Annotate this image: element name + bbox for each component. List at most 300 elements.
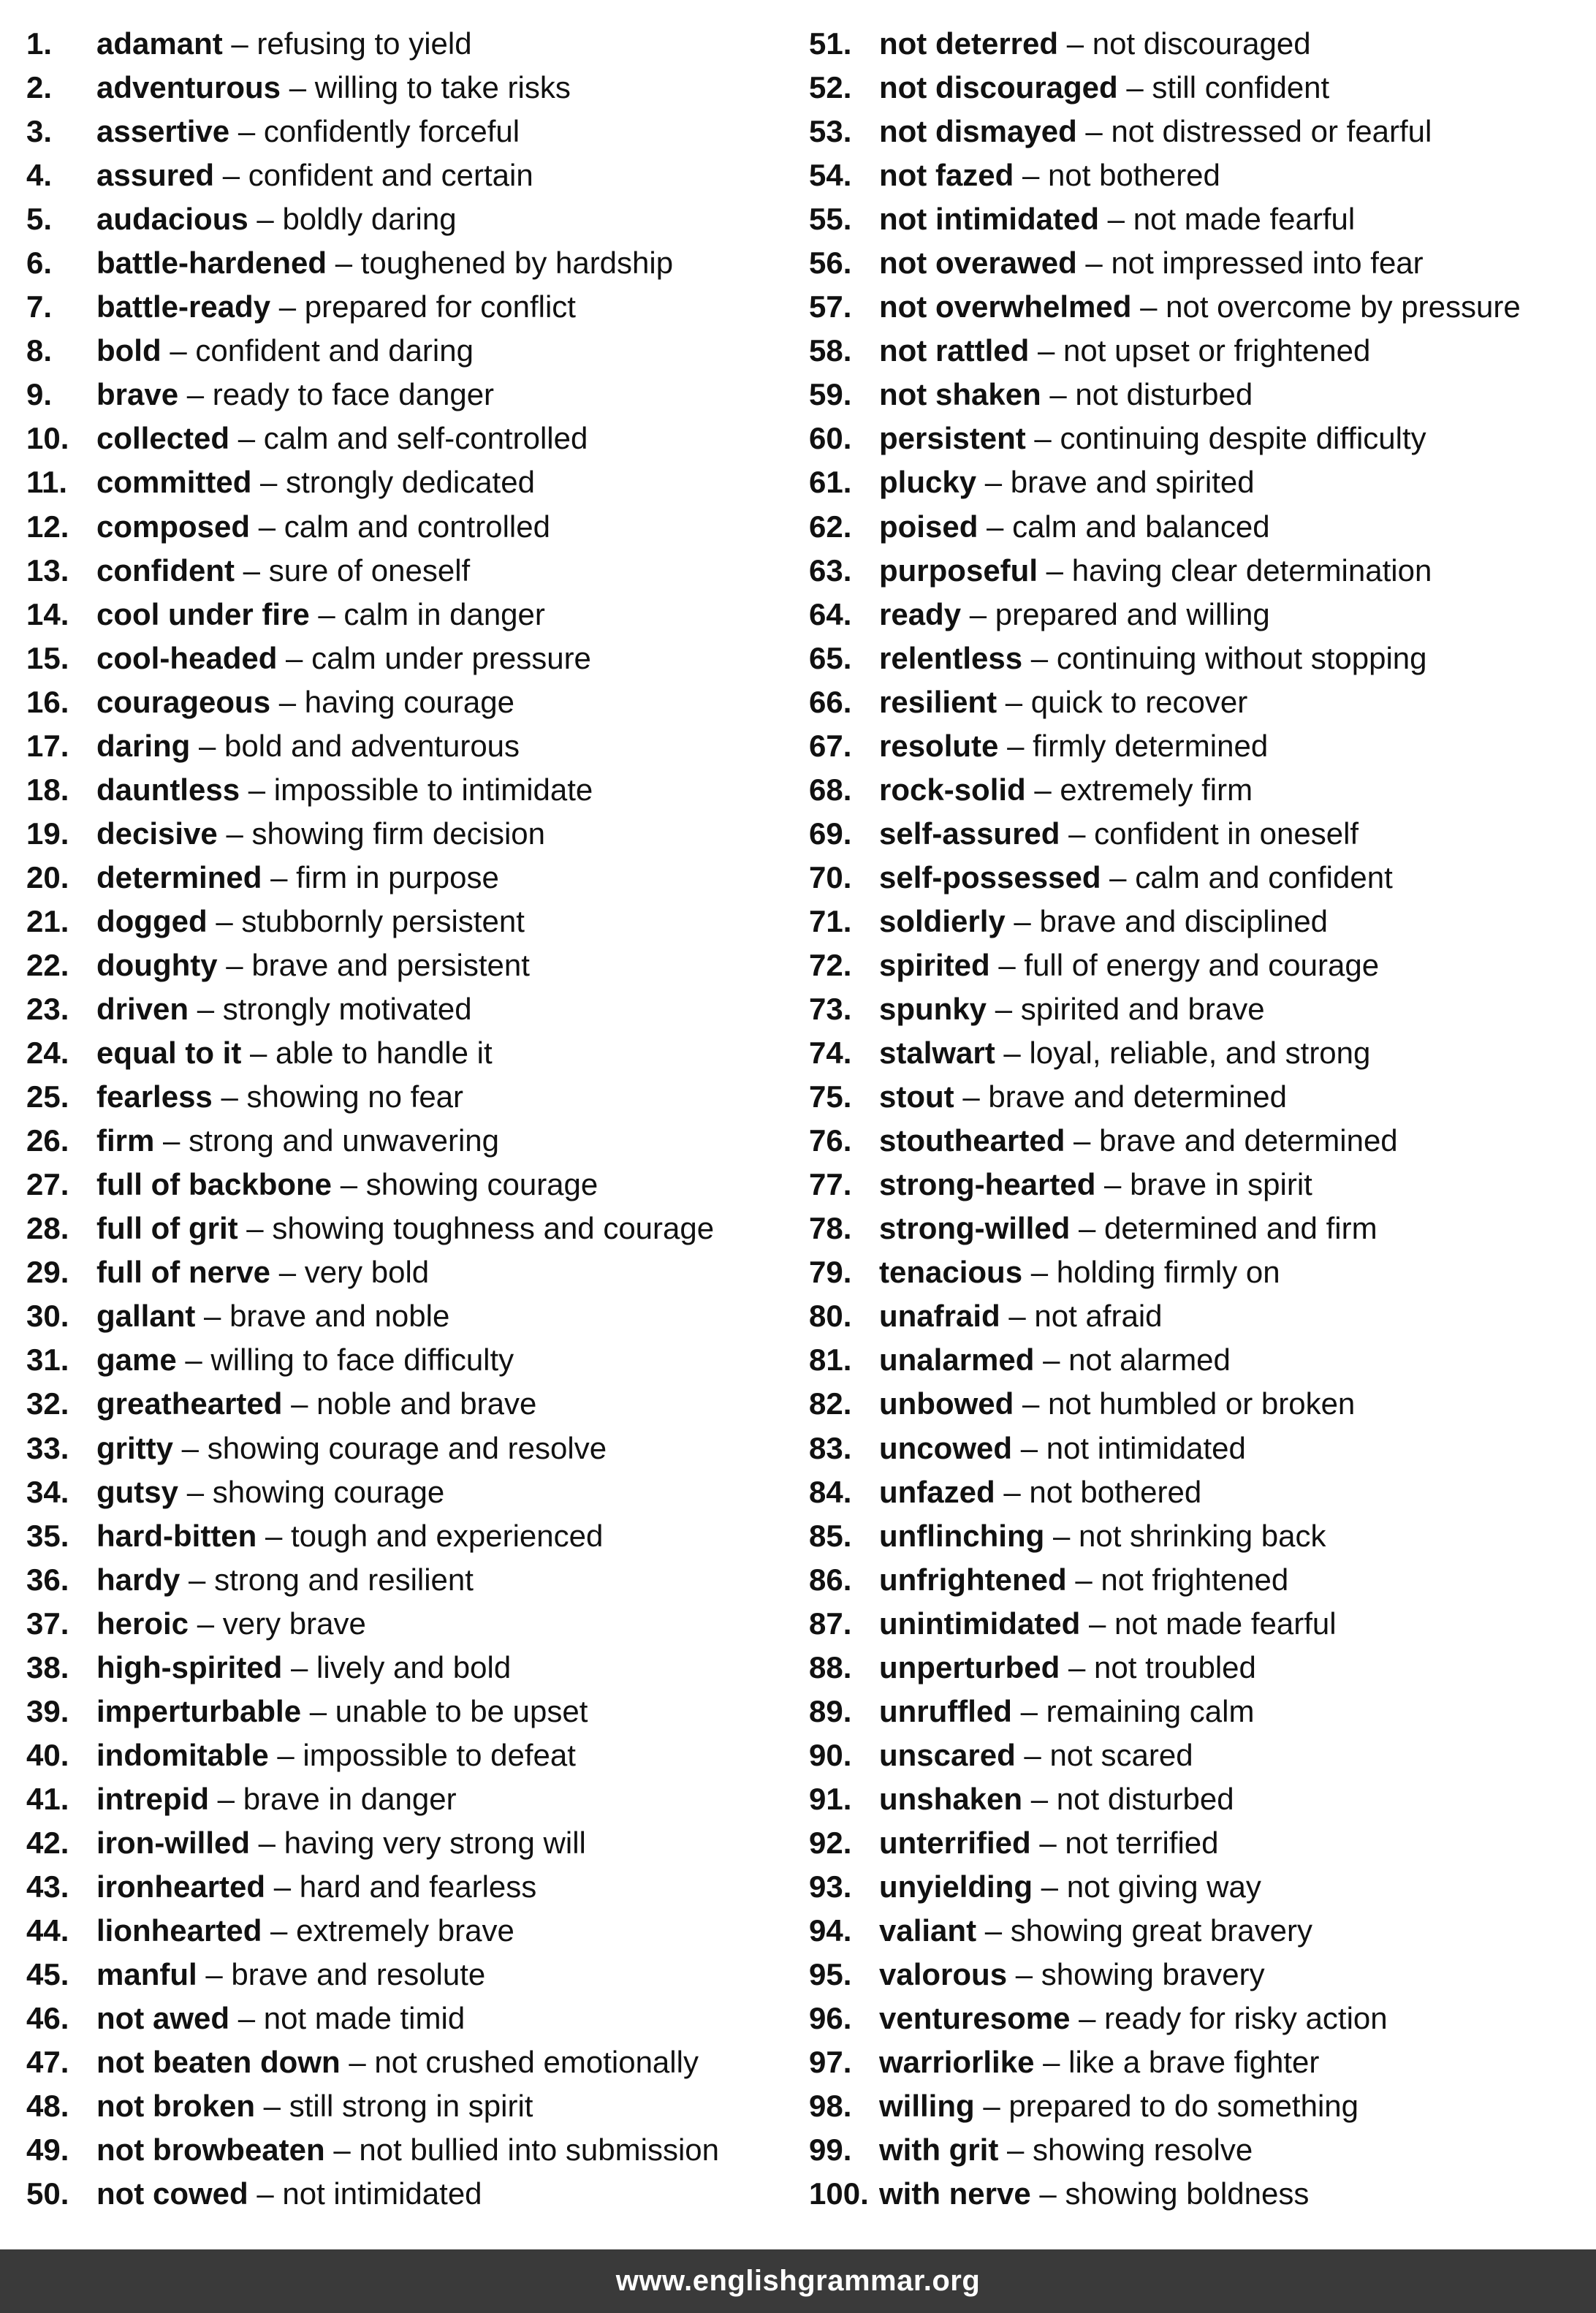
list-item xyxy=(26,900,808,943)
item-term: unterrified xyxy=(879,1825,1031,1860)
item-number: 25. xyxy=(26,1079,69,1114)
item-separator: – xyxy=(1003,1036,1021,1071)
item-separator: – xyxy=(1022,158,1040,193)
item-definition: quick to recover xyxy=(1030,684,1248,719)
item-term: hardy xyxy=(96,1562,180,1597)
item-separator: – xyxy=(273,1869,292,1904)
item-term: venturesome xyxy=(879,2001,1071,2036)
item-term: not overawed xyxy=(879,246,1077,281)
item-term: battle-ready xyxy=(96,289,271,324)
list-item xyxy=(26,987,808,1031)
list-item xyxy=(809,241,1591,285)
list-item xyxy=(26,637,808,680)
item-term: rock-solid xyxy=(879,772,1026,807)
item-definition: full of energy and courage xyxy=(1024,947,1380,982)
item-term: intrepid xyxy=(96,1781,209,1816)
item-term: persistent xyxy=(879,421,1026,456)
item-definition: not disturbed xyxy=(1056,1781,1234,1816)
footer-website-url[interactable]: www.englishgrammar.org xyxy=(615,2265,981,2297)
item-term: soldierly xyxy=(879,903,1006,938)
item-definition: not impressed into fear xyxy=(1111,246,1424,281)
item-definition: calm and balanced xyxy=(1012,509,1270,544)
item-term: fearless xyxy=(96,1079,213,1114)
item-separator: – xyxy=(278,684,297,719)
list-item xyxy=(809,1163,1591,1207)
item-number: 95. xyxy=(809,1957,852,1992)
list-item xyxy=(26,1997,808,2040)
item-term: unfazed xyxy=(879,1474,995,1509)
item-separator: – xyxy=(984,465,1003,500)
item-term: valorous xyxy=(879,1957,1008,1992)
item-separator: – xyxy=(222,158,240,193)
item-number: 87. xyxy=(809,1606,852,1641)
list-item xyxy=(26,593,808,637)
list-item xyxy=(809,1207,1591,1250)
item-definition: prepared and willing xyxy=(995,596,1270,631)
item-number: 48. xyxy=(26,2089,69,2124)
item-definition: able to handle it xyxy=(276,1036,493,1071)
item-term: unscared xyxy=(879,1737,1016,1772)
item-term: with nerve xyxy=(879,2176,1031,2211)
item-term: not broken xyxy=(96,2089,255,2124)
list-item xyxy=(809,1777,1591,1821)
item-definition: not frightened xyxy=(1101,1562,1289,1597)
item-separator: – xyxy=(278,1255,297,1290)
item-separator: – xyxy=(1085,114,1103,149)
item-number: 52. xyxy=(809,70,852,105)
item-separator: – xyxy=(1039,1825,1057,1860)
item-number: 79. xyxy=(809,1255,852,1290)
item-number: 80. xyxy=(809,1299,852,1334)
item-number: 78. xyxy=(809,1211,852,1246)
list-item xyxy=(809,1075,1591,1119)
item-number: 13. xyxy=(26,552,69,588)
item-separator: – xyxy=(1034,421,1052,456)
item-definition: showing toughness and courage xyxy=(272,1211,715,1246)
item-separator: – xyxy=(246,1211,264,1246)
list-item xyxy=(26,1865,808,1909)
item-number: 17. xyxy=(26,728,69,763)
item-definition: not crushed emotionally xyxy=(374,2045,699,2080)
item-definition: not bullied into submission xyxy=(359,2132,719,2168)
item-separator: – xyxy=(243,552,261,588)
item-separator: – xyxy=(256,2176,274,2211)
item-number: 18. xyxy=(26,772,69,807)
item-number: 75. xyxy=(809,1079,852,1114)
list-item xyxy=(809,1821,1591,1865)
item-number: 40. xyxy=(26,1737,69,1772)
item-number: 15. xyxy=(26,640,69,675)
item-term: purposeful xyxy=(879,552,1038,588)
list-item xyxy=(26,1953,808,1997)
list-item xyxy=(26,460,808,504)
item-term: adamant xyxy=(96,26,223,61)
item-separator: – xyxy=(216,903,233,938)
item-term: assured xyxy=(96,158,215,193)
item-term: not deterred xyxy=(879,26,1059,61)
item-term: valiant xyxy=(879,1913,977,1948)
item-definition: brave and disciplined xyxy=(1039,903,1329,938)
item-number: 58. xyxy=(809,333,852,368)
item-number: 27. xyxy=(26,1167,69,1202)
item-separator: – xyxy=(1066,26,1084,61)
item-definition: not humbled or broken xyxy=(1048,1386,1356,1421)
item-number: 37. xyxy=(26,1606,69,1641)
item-definition: strongly motivated xyxy=(222,992,472,1027)
list-item xyxy=(809,2040,1591,2084)
item-separator: – xyxy=(291,1649,308,1685)
item-number: 92. xyxy=(809,1825,852,1860)
item-term: self-assured xyxy=(879,816,1060,851)
item-separator: – xyxy=(309,1693,327,1728)
list-item xyxy=(26,1646,808,1690)
item-number: 60. xyxy=(809,421,852,456)
item-number: 45. xyxy=(26,1957,69,1992)
item-definition: toughened by hardship xyxy=(360,246,674,281)
item-definition: refusing to yield xyxy=(256,26,472,61)
item-separator: – xyxy=(256,202,274,237)
item-separator: – xyxy=(983,2089,1000,2124)
item-term: audacious xyxy=(96,202,248,237)
item-separator: – xyxy=(1104,1167,1122,1202)
item-definition: remaining calm xyxy=(1046,1693,1255,1728)
item-number: 26. xyxy=(26,1123,69,1158)
item-separator: – xyxy=(1140,289,1158,324)
list-item xyxy=(26,2128,808,2172)
list-item xyxy=(26,110,808,153)
item-separator: – xyxy=(1074,1123,1091,1158)
item-separator: – xyxy=(170,333,187,368)
item-number: 94. xyxy=(809,1913,852,1948)
item-number: 97. xyxy=(809,2045,852,2080)
item-separator: – xyxy=(1043,1342,1060,1378)
item-term: spirited xyxy=(879,947,990,982)
item-separator: – xyxy=(1046,552,1064,588)
item-separator: – xyxy=(238,2001,256,2036)
item-number: 10. xyxy=(26,421,69,456)
list-item xyxy=(26,1777,808,1821)
item-term: not discouraged xyxy=(879,70,1118,105)
item-number: 21. xyxy=(26,903,69,938)
item-number: 1. xyxy=(26,26,53,61)
list-item xyxy=(809,1690,1591,1733)
item-separator: – xyxy=(250,1036,267,1071)
list-item xyxy=(809,417,1591,460)
list-item xyxy=(26,1733,808,1777)
item-separator: – xyxy=(270,1913,288,1948)
item-term: gallant xyxy=(96,1299,196,1334)
item-term: unafraid xyxy=(879,1299,1000,1334)
list-item xyxy=(809,1427,1591,1470)
item-separator: – xyxy=(258,1825,276,1860)
list-item xyxy=(26,1382,808,1426)
item-separator: – xyxy=(277,1737,294,1772)
item-number: 84. xyxy=(809,1474,852,1509)
word-list-right-column xyxy=(809,22,1591,2216)
word-list xyxy=(0,22,1596,2229)
item-term: courageous xyxy=(96,684,271,719)
list-item xyxy=(809,768,1591,812)
item-separator: – xyxy=(238,421,256,456)
item-term: not shaken xyxy=(879,377,1041,412)
item-definition: tough and experienced xyxy=(291,1518,604,1553)
list-item xyxy=(809,1514,1591,1558)
item-number: 50. xyxy=(26,2176,69,2211)
item-separator: – xyxy=(238,114,256,149)
list-item xyxy=(26,1338,808,1382)
item-number: 66. xyxy=(809,684,852,719)
item-number: 99. xyxy=(809,2132,852,2168)
item-term: not rattled xyxy=(879,333,1030,368)
list-item xyxy=(809,1865,1591,1909)
list-item xyxy=(809,1733,1591,1777)
item-definition: brave and noble xyxy=(229,1299,450,1334)
item-definition: showing resolve xyxy=(1033,2132,1253,2168)
item-separator: – xyxy=(205,1957,223,1992)
item-number: 32. xyxy=(26,1386,69,1421)
item-separator: – xyxy=(1030,640,1049,675)
item-term: gutsy xyxy=(96,1474,179,1509)
item-separator: – xyxy=(289,70,307,105)
item-separator: – xyxy=(258,509,276,544)
item-term: poised xyxy=(879,509,978,544)
item-definition: boldly daring xyxy=(282,202,457,237)
item-separator: – xyxy=(1079,2001,1096,2036)
item-separator: – xyxy=(263,2089,281,2124)
item-term: cool-headed xyxy=(96,640,278,675)
item-separator: – xyxy=(1089,1606,1106,1641)
item-number: 34. xyxy=(26,1474,69,1509)
item-definition: not intimidated xyxy=(282,2176,482,2211)
item-definition: very bold xyxy=(304,1255,430,1290)
item-number: 59. xyxy=(809,377,852,412)
item-definition: strong and unwavering xyxy=(189,1123,500,1158)
item-term: daring xyxy=(96,728,191,763)
item-definition: confident and daring xyxy=(195,333,474,368)
item-definition: not made timid xyxy=(263,2001,466,2036)
list-item xyxy=(26,1119,808,1163)
list-item xyxy=(26,1207,808,1250)
item-number: 73. xyxy=(809,992,852,1027)
list-item xyxy=(809,110,1591,153)
item-term: lionhearted xyxy=(96,1913,262,1948)
item-separator: – xyxy=(1034,772,1052,807)
list-item xyxy=(26,1427,808,1470)
item-number: 9. xyxy=(26,377,53,412)
item-term: battle-hardened xyxy=(96,246,327,281)
item-term: collected xyxy=(96,421,230,456)
list-item xyxy=(809,153,1591,197)
item-definition: prepared to do something xyxy=(1008,2089,1359,2124)
item-number: 44. xyxy=(26,1913,69,1948)
item-separator: – xyxy=(186,1474,205,1509)
item-separator: – xyxy=(1075,1562,1092,1597)
item-term: unyielding xyxy=(879,1869,1033,1904)
item-separator: – xyxy=(1068,816,1086,851)
list-item xyxy=(809,285,1591,329)
item-definition: showing no fear xyxy=(246,1079,464,1114)
item-term: indomitable xyxy=(96,1737,269,1772)
list-item xyxy=(26,2084,808,2128)
item-number: 63. xyxy=(809,552,852,588)
item-definition: ready for risky action xyxy=(1104,2001,1388,2036)
item-definition: not alarmed xyxy=(1068,1342,1231,1378)
item-number: 31. xyxy=(26,1342,69,1378)
item-definition: brave and persistent xyxy=(251,947,530,982)
item-definition: continuing despite difficulty xyxy=(1060,421,1426,456)
item-term: tenacious xyxy=(879,1255,1023,1290)
list-item xyxy=(26,66,808,110)
list-item xyxy=(26,1075,808,1119)
list-item xyxy=(26,943,808,987)
item-separator: – xyxy=(335,246,353,281)
item-separator: – xyxy=(349,2045,366,2080)
list-item xyxy=(809,197,1591,241)
list-item xyxy=(809,1338,1591,1382)
item-definition: bold and adventurous xyxy=(224,728,520,763)
list-item xyxy=(26,22,808,66)
item-number: 81. xyxy=(809,1342,852,1378)
item-separator: – xyxy=(1049,377,1067,412)
item-term: assertive xyxy=(96,114,230,149)
item-separator: – xyxy=(1041,1869,1059,1904)
item-separator: – xyxy=(226,947,243,982)
item-term: gritty xyxy=(96,1430,173,1465)
item-number: 83. xyxy=(809,1430,852,1465)
item-separator: – xyxy=(1020,1693,1038,1728)
item-term: composed xyxy=(96,509,251,544)
item-number: 5. xyxy=(26,202,53,237)
item-definition: confident and certain xyxy=(248,158,533,193)
item-separator: – xyxy=(231,26,248,61)
item-number: 11. xyxy=(26,465,68,500)
item-number: 55. xyxy=(809,202,852,237)
item-separator: – xyxy=(1005,684,1023,719)
item-term: firm xyxy=(96,1123,155,1158)
list-item xyxy=(26,1031,808,1075)
item-definition: lively and bold xyxy=(316,1649,512,1685)
item-number: 96. xyxy=(809,2001,852,2036)
item-definition: continuing without stopping xyxy=(1056,640,1427,675)
item-definition: determined and firm xyxy=(1104,1211,1378,1246)
list-item xyxy=(26,680,808,724)
item-term: not dismayed xyxy=(879,114,1077,149)
item-number: 93. xyxy=(809,1869,852,1904)
item-definition: strongly dedicated xyxy=(286,465,535,500)
item-separator: – xyxy=(286,640,303,675)
item-definition: hard and fearless xyxy=(299,1869,537,1904)
list-item xyxy=(809,1909,1591,1953)
item-term: not beaten down xyxy=(96,2045,341,2080)
item-separator: – xyxy=(189,1562,206,1597)
item-separator: – xyxy=(1024,1737,1041,1772)
item-definition: having very strong will xyxy=(284,1825,586,1860)
item-separator: – xyxy=(995,992,1013,1027)
item-term: stouthearted xyxy=(879,1123,1065,1158)
item-separator: – xyxy=(1038,333,1055,368)
item-separator: – xyxy=(1007,728,1025,763)
item-number: 88. xyxy=(809,1649,852,1685)
item-term: cool under fire xyxy=(96,596,310,631)
item-term: manful xyxy=(96,1957,197,1992)
item-definition: strong and resilient xyxy=(214,1562,474,1597)
item-definition: not terrified xyxy=(1065,1825,1219,1860)
item-separator: – xyxy=(998,947,1016,982)
item-number: 3. xyxy=(26,114,53,149)
item-separator: – xyxy=(1022,1386,1040,1421)
item-term: greathearted xyxy=(96,1386,283,1421)
list-item xyxy=(26,505,808,549)
list-item xyxy=(26,153,808,197)
item-separator: – xyxy=(163,1123,180,1158)
list-item xyxy=(809,1382,1591,1426)
item-definition: not afraid xyxy=(1034,1299,1163,1334)
item-term: hard-bitten xyxy=(96,1518,257,1553)
item-number: 36. xyxy=(26,1562,69,1597)
item-number: 12. xyxy=(26,509,69,544)
item-number: 69. xyxy=(809,816,852,851)
item-term: driven xyxy=(96,992,189,1027)
item-term: resilient xyxy=(879,684,997,719)
item-number: 86. xyxy=(809,1562,852,1597)
item-number: 29. xyxy=(26,1255,69,1290)
item-separator: – xyxy=(197,992,215,1027)
item-separator: – xyxy=(1030,1255,1049,1290)
list-item xyxy=(809,505,1591,549)
item-term: dauntless xyxy=(96,772,240,807)
item-definition: ready to face danger xyxy=(212,377,495,412)
item-term: not cowed xyxy=(96,2176,248,2211)
list-item xyxy=(809,637,1591,680)
list-item xyxy=(809,1558,1591,1602)
item-number: 98. xyxy=(809,2089,852,2124)
item-term: unfrightened xyxy=(879,1562,1067,1597)
item-term: game xyxy=(96,1342,177,1378)
list-item xyxy=(809,2172,1591,2216)
item-separator: – xyxy=(226,816,243,851)
item-definition: firmly determined xyxy=(1033,728,1269,763)
item-definition: impossible to defeat xyxy=(303,1737,576,1772)
list-item xyxy=(26,549,808,593)
item-number: 85. xyxy=(809,1518,852,1553)
item-definition: willing to face difficulty xyxy=(210,1342,514,1378)
item-number: 43. xyxy=(26,1869,69,1904)
item-number: 38. xyxy=(26,1649,69,1685)
item-term: full of nerve xyxy=(96,1255,271,1290)
item-term: stalwart xyxy=(879,1036,995,1071)
list-item xyxy=(809,724,1591,768)
item-definition: having courage xyxy=(304,684,514,719)
list-item xyxy=(809,2084,1591,2128)
list-item xyxy=(809,329,1591,373)
list-item xyxy=(809,1470,1591,1514)
item-term: strong-hearted xyxy=(879,1167,1096,1202)
item-term: spunky xyxy=(879,992,987,1027)
item-number: 2. xyxy=(26,70,53,105)
item-number: 6. xyxy=(26,246,53,281)
item-term: uncowed xyxy=(879,1430,1013,1465)
item-term: warriorlike xyxy=(879,2045,1035,2080)
item-number: 82. xyxy=(809,1386,852,1421)
list-item xyxy=(26,285,808,329)
item-separator: – xyxy=(217,1781,235,1816)
item-definition: confidently forceful xyxy=(263,114,520,149)
list-item xyxy=(809,2128,1591,2172)
item-number: 65. xyxy=(809,640,852,675)
list-item xyxy=(26,856,808,900)
item-separator: – xyxy=(1015,1957,1033,1992)
item-definition: brave and determined xyxy=(988,1079,1287,1114)
